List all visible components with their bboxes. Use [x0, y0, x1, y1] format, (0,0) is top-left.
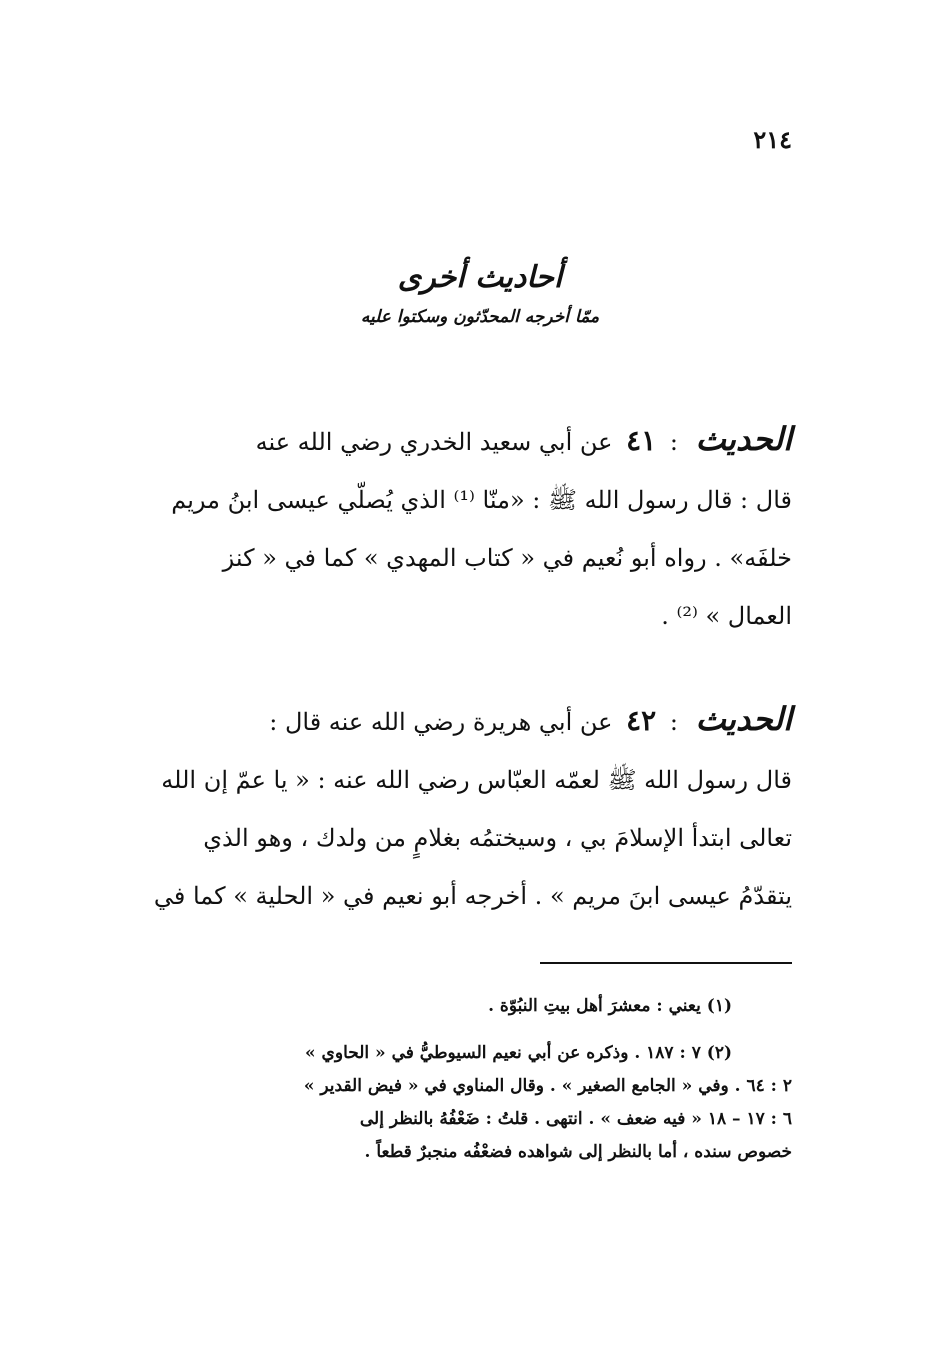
hadith-41	[140, 410, 792, 645]
hadith-text-line: العمال » ⁽²⁾ .	[661, 602, 792, 630]
hadith-text-line: خلفَه» . رواه أبو نُعيم في « كتاب المهدي » كما في « كنز	[222, 544, 792, 572]
hadith-separator: :	[669, 708, 678, 736]
hadith-separator: :	[669, 428, 678, 456]
hadith-first-line	[140, 690, 792, 751]
footnote-2-continuation: خصوص سنده ، أما بالنظر إلى شواهده فضعْفُه منجبرٌ قطعاً .	[364, 1142, 792, 1162]
hadith-text-line: قال : قال رسول الله ﷺ : «منّا ⁽¹⁾ الذي يُصلّي عيسى ابنُ مريم	[171, 486, 792, 514]
section-subtitle: ممّا أخرجه المحدّثون وسكتوا عليه	[360, 307, 600, 327]
footnote-2: (٢) ٧ : ١٨٧ . وذكره عن أبي نعيم السيوطيُّ في « الحاوي »	[305, 1043, 732, 1063]
hadith-text-line: عن أبي سعيد الخدري رضي الله عنه	[255, 428, 613, 456]
page-number: ٢١٤	[753, 125, 792, 154]
hadith-number: ٤١	[626, 424, 657, 457]
footnote-1: (١) يعني : معشرَ أهل بيتِ النبُوّة .	[488, 996, 732, 1016]
hadith-label: الحديث	[695, 700, 792, 738]
footnote-2-continuation: ٦ : ١٧ – ١٨ « فيه ضعف » . انتهى . قلتُ : ضَعْفُهُ بالنظر إلى	[359, 1109, 792, 1129]
hadith-first-line	[140, 410, 792, 471]
hadith-label: الحديث	[695, 420, 792, 458]
hadith-text-line: عن أبي هريرة رضي الله عنه قال :	[269, 708, 613, 736]
hadith-text-line: تعالى ابتدأ الإسلامَ بي ، وسيختمُه بغلامٍ من ولدك ، وهو الذي	[203, 824, 792, 852]
section-heading	[300, 255, 660, 327]
hadith-42	[140, 690, 792, 925]
footnotes	[140, 990, 792, 1169]
section-title: أحاديث أخرى	[397, 260, 563, 295]
hadith-text-line: قال رسول الله ﷺ لعمّه العبّاس رضي الله عنه : « يا عمّ إن الله	[161, 766, 792, 794]
footnote-2-continuation: ٢ : ٦٤ . وفي « الجامع الصغير » . وقال المناوي في « فيض القدير »	[303, 1076, 792, 1096]
hadith-text-line: يتقدّمُ عيسى ابنَ مريم » . أخرجه أبو نعيم في « الحلية » كما في	[153, 882, 792, 910]
footnote-divider	[540, 962, 792, 964]
hadith-number: ٤٢	[626, 704, 657, 737]
